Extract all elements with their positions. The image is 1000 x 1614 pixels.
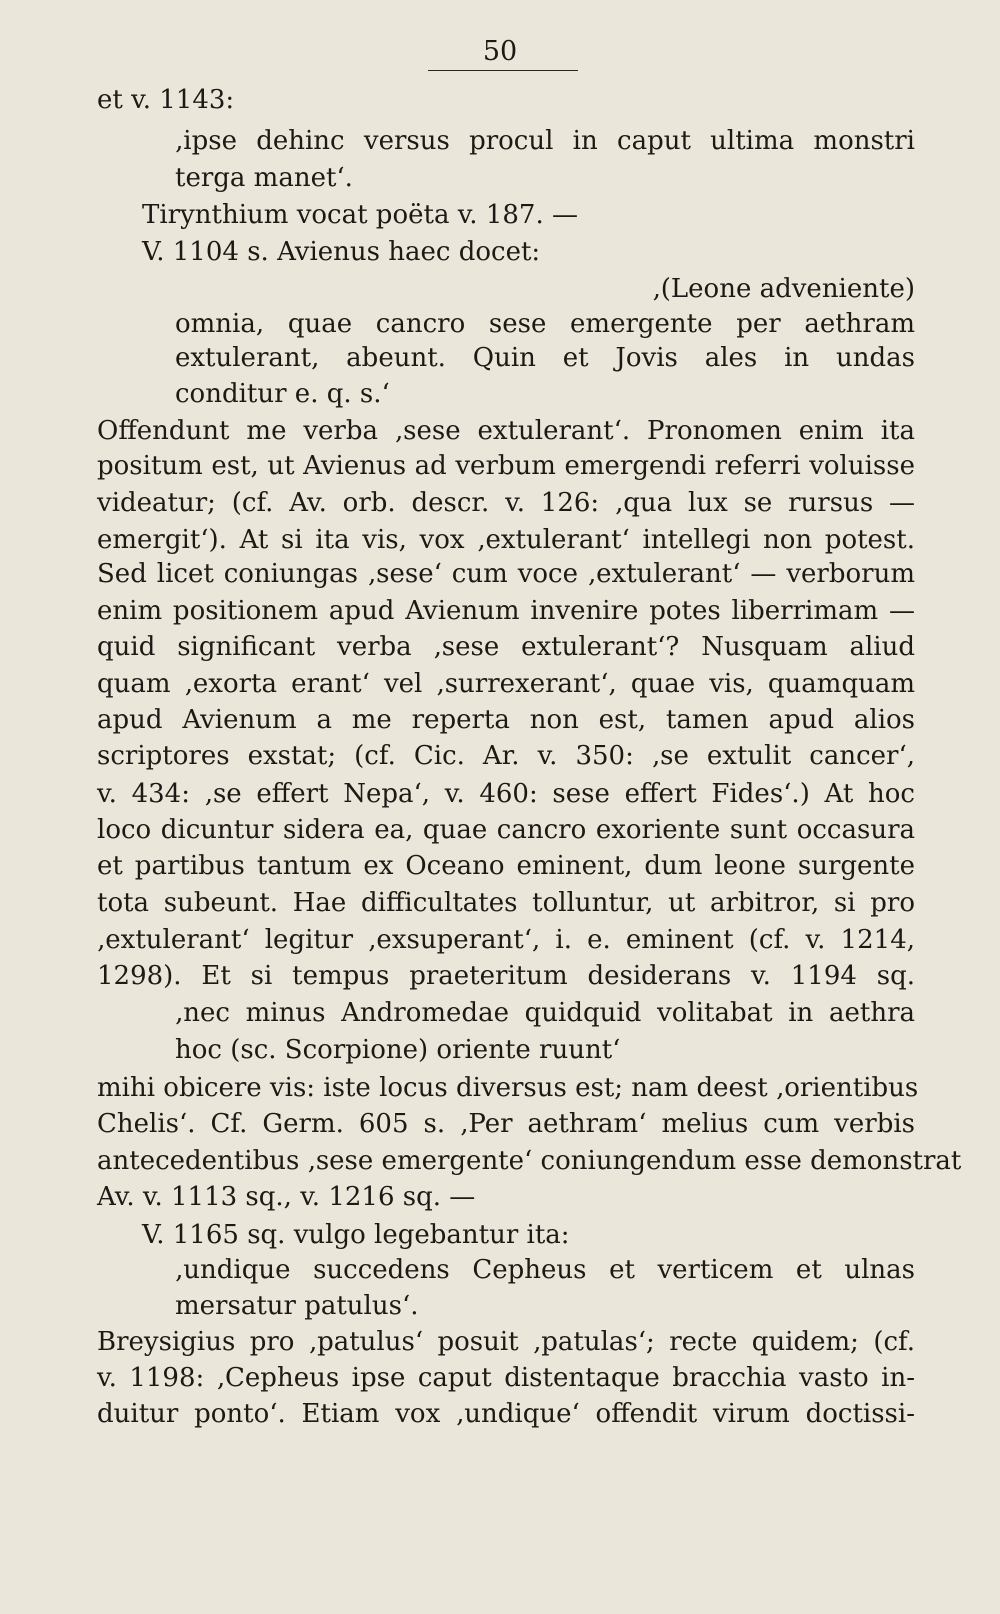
text-line: mihi obicere vis: iste locus diversus est; nam deest ‚orientibus: [97, 1073, 919, 1103]
text-line: scriptores exstat; (cf. Cic. Ar. v. 350: ‚se extulit cancer‘,: [97, 741, 915, 771]
text-line: V. 1165 sq. vulgo legebantur ita:: [142, 1220, 570, 1250]
text-line: loco dicuntur sidera ea, quae cancro exoriente sunt occasura: [97, 815, 915, 845]
page-number: 50: [482, 36, 518, 67]
text-line: positum est, ut Avienus ad verbum emergendi referri voluisse: [97, 451, 915, 481]
text-line: V. 1104 s. Avienus haec docet:: [142, 237, 541, 267]
text-line: Offendunt me verba ‚sese extulerant‘. Pronomen enim ita: [97, 416, 915, 446]
text-line: ‚extulerant‘ legitur ‚exsuperant‘, i. e. eminent (cf. v. 1214,: [97, 925, 915, 955]
text-line: Chelis‘. Cf. Germ. 605 s. ‚Per aethram‘ melius cum verbis: [97, 1109, 915, 1139]
text-line: apud Avienum a me reperta non est, tamen apud alios: [97, 705, 915, 735]
text-line: omnia, quae cancro sese emergente per aethram: [175, 309, 915, 339]
text-line: ‚undique succedens Cepheus et verticem et ulnas: [175, 1255, 915, 1285]
text-line: quid significant verba ‚sese extulerant‘? Nusquam aliud: [97, 632, 915, 662]
text-line: quam ‚exorta erant‘ vel ‚surrexerant‘, quae vis, quamquam: [97, 669, 915, 699]
text-line: Av. v. 1113 sq., v. 1216 sq. —: [97, 1182, 476, 1212]
text-line: enim positionem apud Avienum invenire potes liberrimam —: [97, 596, 915, 626]
text-line: v. 1198: ‚Cepheus ipse caput distentaque bracchia vasto in-: [97, 1363, 915, 1393]
text-line: conditur e. q. s.‘: [175, 379, 390, 409]
text-line: emergit‘). At si ita vis, vox ‚extulerant‘ intellegi non potest.: [97, 525, 915, 555]
text-line: et partibus tantum ex Oceano eminent, dum leone surgente: [97, 851, 915, 881]
text-line: terga manet‘.: [175, 163, 353, 193]
text-line: tota subeunt. Hae difficultates tolluntur, ut arbitror, si pro: [97, 888, 915, 918]
text-line: Breysigius pro ‚patulus‘ posuit ‚patulas‘; recte quidem; (cf.: [97, 1327, 915, 1357]
text-line: antecedentibus ‚sese emergente‘ coniungendum esse demonstrat: [97, 1146, 962, 1176]
text-line: ‚nec minus Andromedae quidquid volitabat in aethra: [175, 998, 915, 1028]
text-line: ‚ipse dehinc versus procul in caput ultima monstri: [175, 126, 915, 156]
text-line: v. 434: ‚se effert Nepa‘, v. 460: sese effert Fides‘.) At hoc: [97, 779, 915, 809]
text-line: duitur ponto‘. Etiam vox ‚undique‘ offendit virum doctissi-: [97, 1399, 915, 1429]
text-line: videatur; (cf. Av. orb. descr. v. 126: ‚qua lux se rursus —: [97, 488, 915, 518]
text-line: Sed licet coniungas ‚sese‘ cum voce ‚extulerant‘ — verborum: [97, 559, 915, 589]
text-line: et v. 1143:: [97, 85, 235, 115]
page-number-rule: [428, 70, 578, 71]
text-line: mersatur patulus‘.: [175, 1291, 419, 1321]
text-line: hoc (sc. Scorpione) oriente ruunt‘: [175, 1035, 621, 1065]
text-line: 1298). Et si tempus praeteritum desiderans v. 1194 sq.: [97, 961, 915, 991]
text-line: Tirynthium vocat poëta v. 187. —: [142, 200, 578, 230]
text-line: ‚(Leone adveniente): [652, 274, 915, 304]
text-line: extulerant, abeunt. Quin et Jovis ales in undas: [175, 343, 915, 373]
